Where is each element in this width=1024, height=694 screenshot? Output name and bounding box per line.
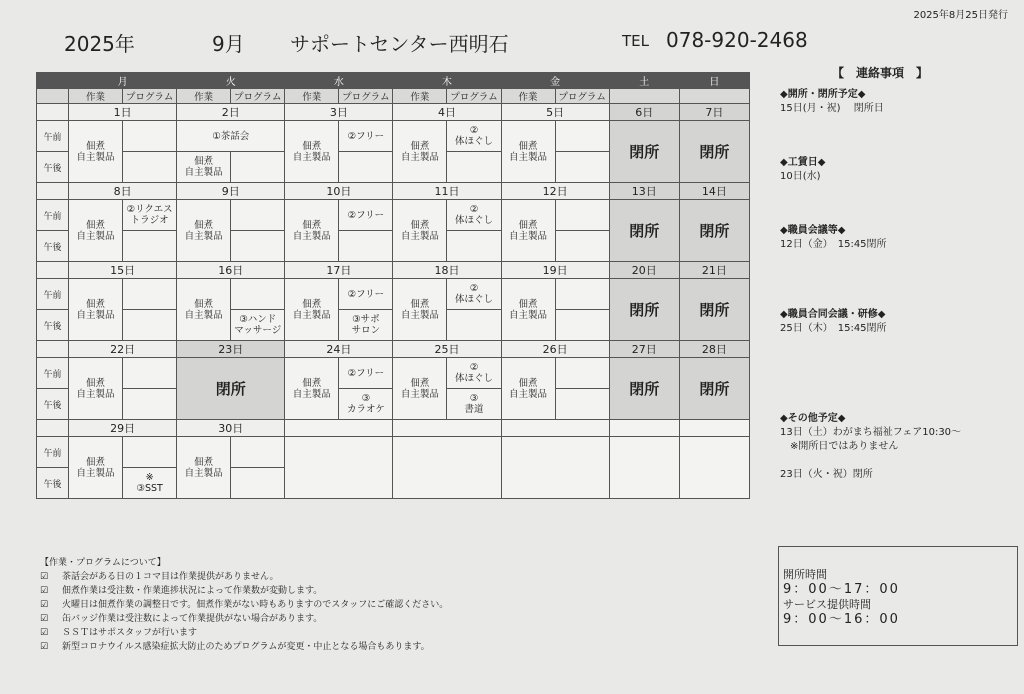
note-line: 15日(月・祝) 閉所日 xyxy=(780,103,884,114)
date-cell: 21日 xyxy=(679,262,749,279)
weekday-header: 火 xyxy=(177,73,285,89)
date-cell: 11日 xyxy=(393,183,501,200)
date-cell: 26日 xyxy=(501,341,609,358)
program-cell: ② 体ほぐし xyxy=(447,121,501,152)
note-block xyxy=(780,156,825,184)
note-line: 25日（木） 15:45閉所 xyxy=(780,323,887,334)
pm-label: 午後 xyxy=(37,310,69,341)
date-row-spacer xyxy=(37,341,69,358)
date-cell: 29日 xyxy=(69,420,177,437)
checkbox-icon: ☑ xyxy=(40,642,49,652)
tel-label: TEL xyxy=(622,32,649,50)
program-cell xyxy=(555,358,609,389)
footer-item xyxy=(40,598,448,612)
work-col-header: 作業 xyxy=(285,89,339,104)
checkbox-icon: ☑ xyxy=(40,586,49,596)
program-cell xyxy=(447,231,501,262)
closed-cell: 閉所 xyxy=(679,121,749,183)
empty-cell xyxy=(285,437,393,499)
footer-item-text: 火曜日は佃煮作業の調整日です。佃煮作業がない時もありますのでスタッフにご確認ください。 xyxy=(62,600,449,610)
program-cell: ②リクエス トラジオ xyxy=(123,200,177,231)
note-line: 10日(水) xyxy=(780,171,821,182)
date-cell: 6日 xyxy=(609,104,679,121)
program-col-header: プログラム xyxy=(231,89,285,104)
am-label: 午前 xyxy=(37,121,69,152)
pm-label: 午後 xyxy=(37,389,69,420)
work-cell: 佃煮 自主製品 xyxy=(69,121,123,183)
program-cell xyxy=(231,231,285,262)
note-title: ◆その他予定◆ xyxy=(780,413,846,424)
footer-item xyxy=(40,640,448,654)
date-cell: 24日 xyxy=(285,341,393,358)
program-cell: ②フリー xyxy=(339,279,393,310)
date-cell xyxy=(609,420,679,437)
program-cell xyxy=(339,152,393,183)
program-cell xyxy=(231,152,285,183)
date-row-spacer xyxy=(37,262,69,279)
checkbox-icon: ☑ xyxy=(40,614,49,624)
am-label: 午前 xyxy=(37,437,69,468)
date-cell: 18日 xyxy=(393,262,501,279)
work-cell: 佃煮 自主製品 xyxy=(285,358,339,420)
am-label: 午前 xyxy=(37,358,69,389)
program-cell xyxy=(555,121,609,152)
date-cell: 12日 xyxy=(501,183,609,200)
work-cell: 佃煮 自主製品 xyxy=(177,152,231,183)
weekday-header: 金 xyxy=(501,73,609,89)
program-cell: ③ カラオケ xyxy=(339,389,393,420)
year: 2025年 xyxy=(64,32,135,56)
program-cell: ※ ③SST xyxy=(123,468,177,499)
program-cell xyxy=(555,231,609,262)
am-label: 午前 xyxy=(37,279,69,310)
date-cell: 27日 xyxy=(609,341,679,358)
footer-item xyxy=(40,626,448,640)
date-cell: 25日 xyxy=(393,341,501,358)
program-cell xyxy=(123,279,177,310)
program-col-header: プログラム xyxy=(555,89,609,104)
program-cell xyxy=(123,437,177,468)
work-cell: 佃煮 自主製品 xyxy=(177,200,231,262)
hours-box xyxy=(778,546,1018,646)
date-cell: 4日 xyxy=(393,104,501,121)
note-title: ◆職員合同会議・研修◆ xyxy=(780,309,886,320)
note-title: ◆工賃日◆ xyxy=(780,157,826,168)
work-cell: 佃煮 自主製品 xyxy=(69,437,123,499)
program-cell xyxy=(231,437,285,468)
program-cell xyxy=(555,310,609,341)
program-cell: ②フリー xyxy=(339,358,393,389)
work-cell: 佃煮 自主製品 xyxy=(177,279,231,341)
closed-cell: 閉所 xyxy=(609,358,679,420)
weekday-header: 水 xyxy=(285,73,393,89)
program-col-header: プログラム xyxy=(447,89,501,104)
program-cell xyxy=(231,468,285,499)
work-cell: 佃煮 自主製品 xyxy=(177,437,231,499)
footer-item-text: ＳＳＴはサポスタッフが行います xyxy=(62,628,198,638)
date-cell: 16日 xyxy=(177,262,285,279)
am-label: 午前 xyxy=(37,200,69,231)
work-cell: 佃煮 自主製品 xyxy=(393,358,447,420)
program-cell xyxy=(555,279,609,310)
open-hours: 9：00～17：00 xyxy=(783,582,900,597)
date-row-spacer xyxy=(37,420,69,437)
program-cell xyxy=(447,152,501,183)
service-hours: 9：00～16：00 xyxy=(783,612,900,627)
work-cell: 佃煮 自主製品 xyxy=(501,121,555,183)
month: 9月 xyxy=(212,32,245,56)
corner-cell xyxy=(37,73,69,89)
program-col-header: プログラム xyxy=(123,89,177,104)
program-cell: ②フリー xyxy=(339,121,393,152)
date-cell: 15日 xyxy=(69,262,177,279)
date-cell: 30日 xyxy=(177,420,285,437)
work-col-header: 作業 xyxy=(393,89,447,104)
weekday-header: 土 xyxy=(609,73,679,89)
note-line: ※開所日ではありません xyxy=(780,441,899,452)
center-name: サポートセンター西明石 xyxy=(290,32,509,56)
program-cell: ② 体ほぐし xyxy=(447,358,501,389)
program-cell xyxy=(231,279,285,310)
footer-title: 【作業・プログラムについて】 xyxy=(40,558,166,568)
notes-title: 【 連絡事項 】 xyxy=(832,66,929,80)
date-cell: 22日 xyxy=(69,341,177,358)
pm-label: 午後 xyxy=(37,152,69,183)
note-line: 23日（火・祝）閉所 xyxy=(780,469,873,480)
closed-cell: 閉所 xyxy=(609,279,679,341)
note-block xyxy=(780,88,884,116)
date-cell: 19日 xyxy=(501,262,609,279)
note-block xyxy=(780,308,887,336)
date-cell: 2日 xyxy=(177,104,285,121)
program-cell xyxy=(555,200,609,231)
footer-notes xyxy=(40,556,448,654)
checkbox-icon: ☑ xyxy=(40,628,49,638)
program-cell xyxy=(123,310,177,341)
weekday-header: 木 xyxy=(393,73,501,89)
checkbox-icon: ☑ xyxy=(40,600,49,610)
work-cell: 佃煮 自主製品 xyxy=(393,200,447,262)
corner-sub xyxy=(37,89,69,104)
closed-cell: 閉所 xyxy=(177,358,285,420)
work-cell: 佃煮 自主製品 xyxy=(501,358,555,420)
work-cell: 佃煮 自主製品 xyxy=(285,279,339,341)
pm-label: 午後 xyxy=(37,231,69,262)
program-cell xyxy=(555,389,609,420)
issue-date: 2025年8月25日発行 xyxy=(913,10,1008,21)
closed-cell: 閉所 xyxy=(609,121,679,183)
note-line: 12日（金） 15:45閉所 xyxy=(780,239,887,250)
work-cell: 佃煮 自主製品 xyxy=(393,121,447,183)
sat-sub xyxy=(609,89,679,104)
work-cell: 佃煮 自主製品 xyxy=(285,121,339,183)
checkbox-icon: ☑ xyxy=(40,572,49,582)
open-hours-label: 開所時間 xyxy=(783,568,827,581)
program-cell xyxy=(231,200,285,231)
date-cell: 28日 xyxy=(679,341,749,358)
date-cell xyxy=(393,420,501,437)
program-cell: ③ 書道 xyxy=(447,389,501,420)
weekday-header: 月 xyxy=(69,73,177,89)
program-cell xyxy=(555,152,609,183)
date-cell: 17日 xyxy=(285,262,393,279)
date-cell: 20日 xyxy=(609,262,679,279)
closed-cell: 閉所 xyxy=(679,200,749,262)
program-cell xyxy=(447,310,501,341)
work-cell: 佃煮 自主製品 xyxy=(285,200,339,262)
date-cell: 5日 xyxy=(501,104,609,121)
date-cell xyxy=(501,420,609,437)
note-line xyxy=(780,454,961,468)
program-cell xyxy=(339,231,393,262)
program-cell xyxy=(123,389,177,420)
program-cell: ②フリー xyxy=(339,200,393,231)
date-cell: 23日 xyxy=(177,341,285,358)
note-title: ◆開所・閉所予定◆ xyxy=(780,89,866,100)
date-cell: 10日 xyxy=(285,183,393,200)
footer-item xyxy=(40,612,448,626)
footer-item xyxy=(40,584,448,598)
program-cell: ② 体ほぐし xyxy=(447,279,501,310)
work-cell: 佃煮 自主製品 xyxy=(393,279,447,341)
date-cell: 14日 xyxy=(679,183,749,200)
date-cell: 7日 xyxy=(679,104,749,121)
note-title: ◆職員会議等◆ xyxy=(780,225,846,236)
work-cell: 佃煮 自主製品 xyxy=(501,200,555,262)
pm-label: 午後 xyxy=(37,468,69,499)
empty-cell xyxy=(501,437,609,499)
schedule-table xyxy=(36,72,750,499)
work-col-header: 作業 xyxy=(69,89,123,104)
date-cell xyxy=(679,420,749,437)
note-block xyxy=(780,224,887,252)
date-cell: 8日 xyxy=(69,183,177,200)
date-cell: 1日 xyxy=(69,104,177,121)
date-cell: 3日 xyxy=(285,104,393,121)
program-col-header: プログラム xyxy=(339,89,393,104)
work-cell: 佃煮 自主製品 xyxy=(69,358,123,420)
footer-item-text: 新型コロナウイルス感染症拡大防止のためプログラムが変更・中止となる場合もあります。 xyxy=(62,642,430,652)
closed-cell: 閉所 xyxy=(609,200,679,262)
footer-item-text: 缶バッジ作業は受注数によって作業提供がない場合があります。 xyxy=(62,614,323,624)
note-block xyxy=(780,412,961,482)
empty-cell xyxy=(393,437,501,499)
closed-cell: 閉所 xyxy=(679,279,749,341)
weekday-header: 日 xyxy=(679,73,749,89)
program-cell xyxy=(123,152,177,183)
date-row-spacer xyxy=(37,104,69,121)
program-cell xyxy=(123,358,177,389)
date-cell xyxy=(285,420,393,437)
footer-item xyxy=(40,570,448,584)
work-col-header: 作業 xyxy=(177,89,231,104)
closed-cell: 閉所 xyxy=(679,358,749,420)
sun-sub xyxy=(679,89,749,104)
program-cell: ② 体ほぐし xyxy=(447,200,501,231)
work-cell: 佃煮 自主製品 xyxy=(69,279,123,341)
program-cell xyxy=(123,231,177,262)
footer-item-text: 茶話会がある日の１コマ目は作業提供がありません。 xyxy=(62,572,279,582)
program-cell: ①茶話会 xyxy=(177,121,285,152)
date-row-spacer xyxy=(37,183,69,200)
service-hours-label: サービス提供時間 xyxy=(783,598,871,611)
date-cell: 13日 xyxy=(609,183,679,200)
footer-item-text: 佃煮作業は受注数・作業進捗状況によって作業数が変動します。 xyxy=(62,586,323,596)
program-cell xyxy=(123,121,177,152)
tel-number: 078-920-2468 xyxy=(666,28,808,52)
date-cell: 9日 xyxy=(177,183,285,200)
program-cell: ③サポ サロン xyxy=(339,310,393,341)
work-cell: 佃煮 自主製品 xyxy=(501,279,555,341)
empty-cell xyxy=(679,437,749,499)
work-col-header: 作業 xyxy=(501,89,555,104)
work-cell: 佃煮 自主製品 xyxy=(69,200,123,262)
note-line: 13日（土）わがまち福祉フェア10:30～ xyxy=(780,427,962,438)
program-cell: ③ハンド マッサージ xyxy=(231,310,285,341)
empty-cell xyxy=(609,437,679,499)
